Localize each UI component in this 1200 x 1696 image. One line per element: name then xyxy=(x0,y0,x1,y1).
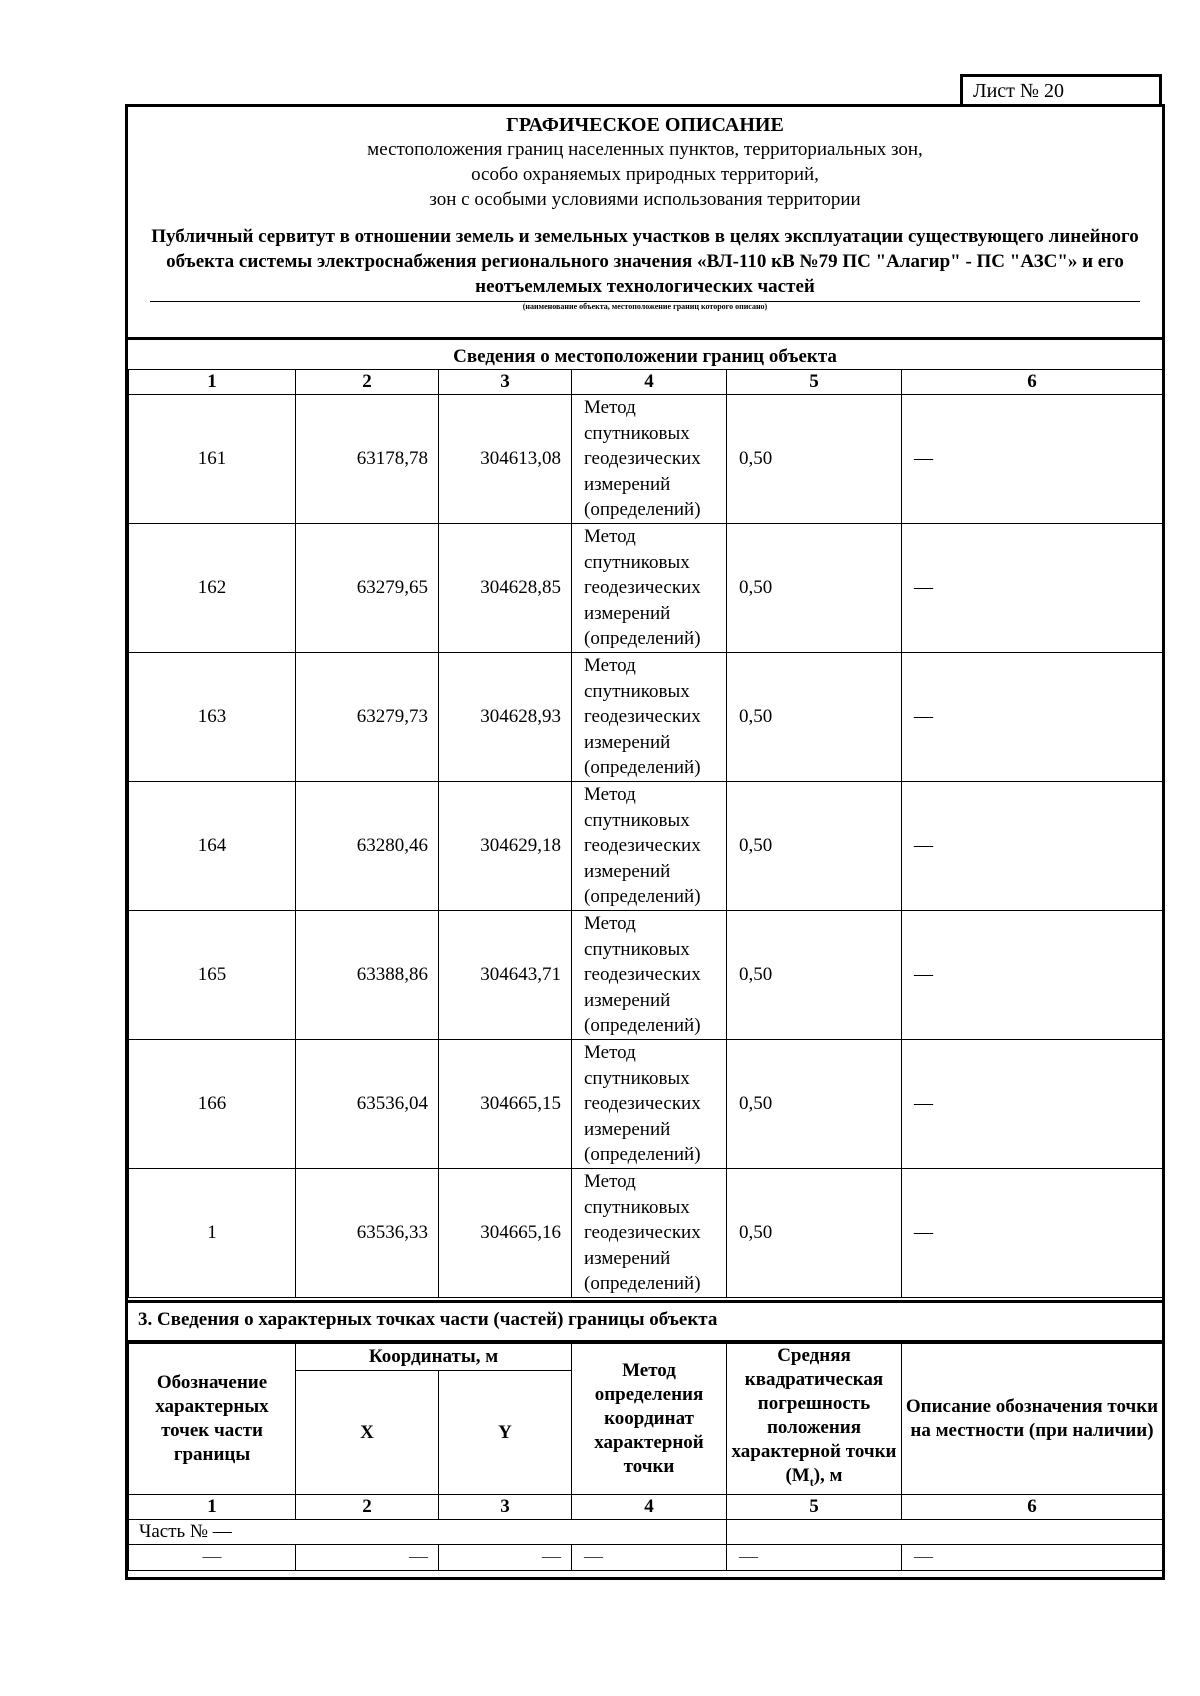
y-coordinate: 304629,18 xyxy=(439,782,572,911)
part-label: Часть № — xyxy=(129,1519,727,1544)
description-cell: — xyxy=(902,782,1163,911)
y-coordinate: 304665,16 xyxy=(439,1169,572,1298)
point-number: 1 xyxy=(129,1169,296,1298)
subtitle-line-3: зон с особыми условиями использования территории xyxy=(429,189,861,210)
y-coordinate: 304613,08 xyxy=(439,395,572,524)
accuracy-label-subscript: t xyxy=(809,1474,814,1489)
point-number: 161 xyxy=(129,395,296,524)
accuracy-label-unit: ), м xyxy=(813,1465,843,1486)
x-coordinate: 63536,04 xyxy=(296,1040,439,1169)
empty-point-row xyxy=(129,1544,1163,1570)
accuracy-label-text: Средняя квадратическая погрешность положения характерной точки (М xyxy=(731,1345,897,1486)
description-cell: — xyxy=(902,1040,1163,1169)
x-coordinate: 63279,65 xyxy=(296,524,439,653)
object-name: Публичный сервитут в отношении земель и земельных участков в целях эксплуатации существующего линейного объекта системы электроснабжения регионального значения «ВЛ-110 кВ №79 ПС "Алагир" - ПС "АЗС"» и его неотъемлемых технологических частей xyxy=(151,226,1139,297)
y-coordinate: 304665,15 xyxy=(439,1040,572,1169)
table-row xyxy=(129,1169,1163,1298)
x-coordinate: 63388,86 xyxy=(296,911,439,1040)
y-coordinate: 304628,85 xyxy=(439,524,572,653)
section3-column-number-row xyxy=(129,1494,1163,1519)
header-coords-label: Координаты, м xyxy=(296,1344,572,1371)
sheet-number: Лист № 20 xyxy=(960,74,1162,104)
x-coordinate: 63536,33 xyxy=(296,1169,439,1298)
header-accuracy-label xyxy=(727,1344,902,1495)
accuracy-cell: 0,50 xyxy=(727,395,902,524)
method-cell: Метод спутниковых геодезических измерений (определений) xyxy=(572,1040,727,1169)
table-row xyxy=(129,1040,1163,1169)
column-number: 5 xyxy=(727,370,902,395)
header-method-label: Метод определения координат характерной точки xyxy=(572,1344,727,1495)
method-cell: Метод спутниковых геодезических измерений (определений) xyxy=(572,911,727,1040)
point-number: 162 xyxy=(129,524,296,653)
x-coordinate: 63279,73 xyxy=(296,653,439,782)
document-header xyxy=(128,107,1162,337)
method-cell: Метод спутниковых геодезических измерений (определений) xyxy=(572,524,727,653)
section3-title: 3. Сведения о характерных точках части (частей) границы объекта xyxy=(138,1309,718,1330)
column-number: 3 xyxy=(439,1494,572,1519)
document-frame xyxy=(125,104,1165,1580)
empty-cell: — xyxy=(129,1544,296,1570)
table-row xyxy=(129,395,1163,524)
method-cell: Метод спутниковых геодезических измерений (определений) xyxy=(572,395,727,524)
part-row xyxy=(129,1519,1163,1544)
header-description-label: Описание обозначения точки на местности (при наличии) xyxy=(902,1344,1163,1495)
column-number-row xyxy=(129,370,1163,395)
header-point-label: Обозначение характерных точек части границы xyxy=(129,1344,296,1495)
description-cell: — xyxy=(902,395,1163,524)
y-coordinate: 304628,93 xyxy=(439,653,572,782)
empty-cell: — xyxy=(572,1544,727,1570)
location-table xyxy=(128,369,1163,1298)
section3-table xyxy=(128,1343,1163,1571)
accuracy-cell: 0,50 xyxy=(727,911,902,1040)
header-y-label: Y xyxy=(439,1371,572,1495)
method-cell: Метод спутниковых геодезических измерений (определений) xyxy=(572,782,727,911)
empty-cell: — xyxy=(727,1544,902,1570)
method-cell: Метод спутниковых геодезических измерений (определений) xyxy=(572,1169,727,1298)
table-row xyxy=(129,653,1163,782)
table-row xyxy=(129,911,1163,1040)
column-number: 1 xyxy=(129,370,296,395)
document-title: ГРАФИЧЕСКОЕ ОПИСАНИЕ xyxy=(506,114,784,136)
column-number: 2 xyxy=(296,370,439,395)
object-caption: (наименование объекта, местоположение границ которого описано) xyxy=(522,302,768,311)
location-section-title: Сведения о местоположении границ объекта xyxy=(453,346,837,367)
empty-cell: — xyxy=(296,1544,439,1570)
subtitle-line-2: особо охраняемых природных территорий, xyxy=(471,164,819,185)
empty-cell: — xyxy=(902,1544,1163,1570)
point-number: 166 xyxy=(129,1040,296,1169)
accuracy-cell: 0,50 xyxy=(727,1040,902,1169)
column-number: 3 xyxy=(439,370,572,395)
description-cell: — xyxy=(902,524,1163,653)
y-coordinate: 304643,71 xyxy=(439,911,572,1040)
point-number: 165 xyxy=(129,911,296,1040)
table-row xyxy=(129,782,1163,911)
point-number: 163 xyxy=(129,653,296,782)
accuracy-cell: 0,50 xyxy=(727,782,902,911)
column-number: 1 xyxy=(129,1494,296,1519)
x-coordinate: 63280,46 xyxy=(296,782,439,911)
column-number: 4 xyxy=(572,1494,727,1519)
point-number: 164 xyxy=(129,782,296,911)
column-number: 6 xyxy=(902,370,1163,395)
column-number: 6 xyxy=(902,1494,1163,1519)
accuracy-cell: 0,50 xyxy=(727,1169,902,1298)
x-coordinate: 63178,78 xyxy=(296,395,439,524)
header-x-label: X xyxy=(296,1371,439,1495)
description-cell: — xyxy=(902,1169,1163,1298)
accuracy-cell: 0,50 xyxy=(727,653,902,782)
column-number: 4 xyxy=(572,370,727,395)
accuracy-cell: 0,50 xyxy=(727,524,902,653)
subtitle-line-1: местоположения границ населенных пунктов, территориальных зон, xyxy=(367,139,923,160)
column-number: 2 xyxy=(296,1494,439,1519)
empty-cell: — xyxy=(439,1544,572,1570)
method-cell: Метод спутниковых геодезических измерений (определений) xyxy=(572,653,727,782)
description-cell: — xyxy=(902,911,1163,1040)
part-empty-cell xyxy=(727,1519,1163,1544)
column-number: 5 xyxy=(727,1494,902,1519)
table-row xyxy=(129,524,1163,653)
description-cell: — xyxy=(902,653,1163,782)
